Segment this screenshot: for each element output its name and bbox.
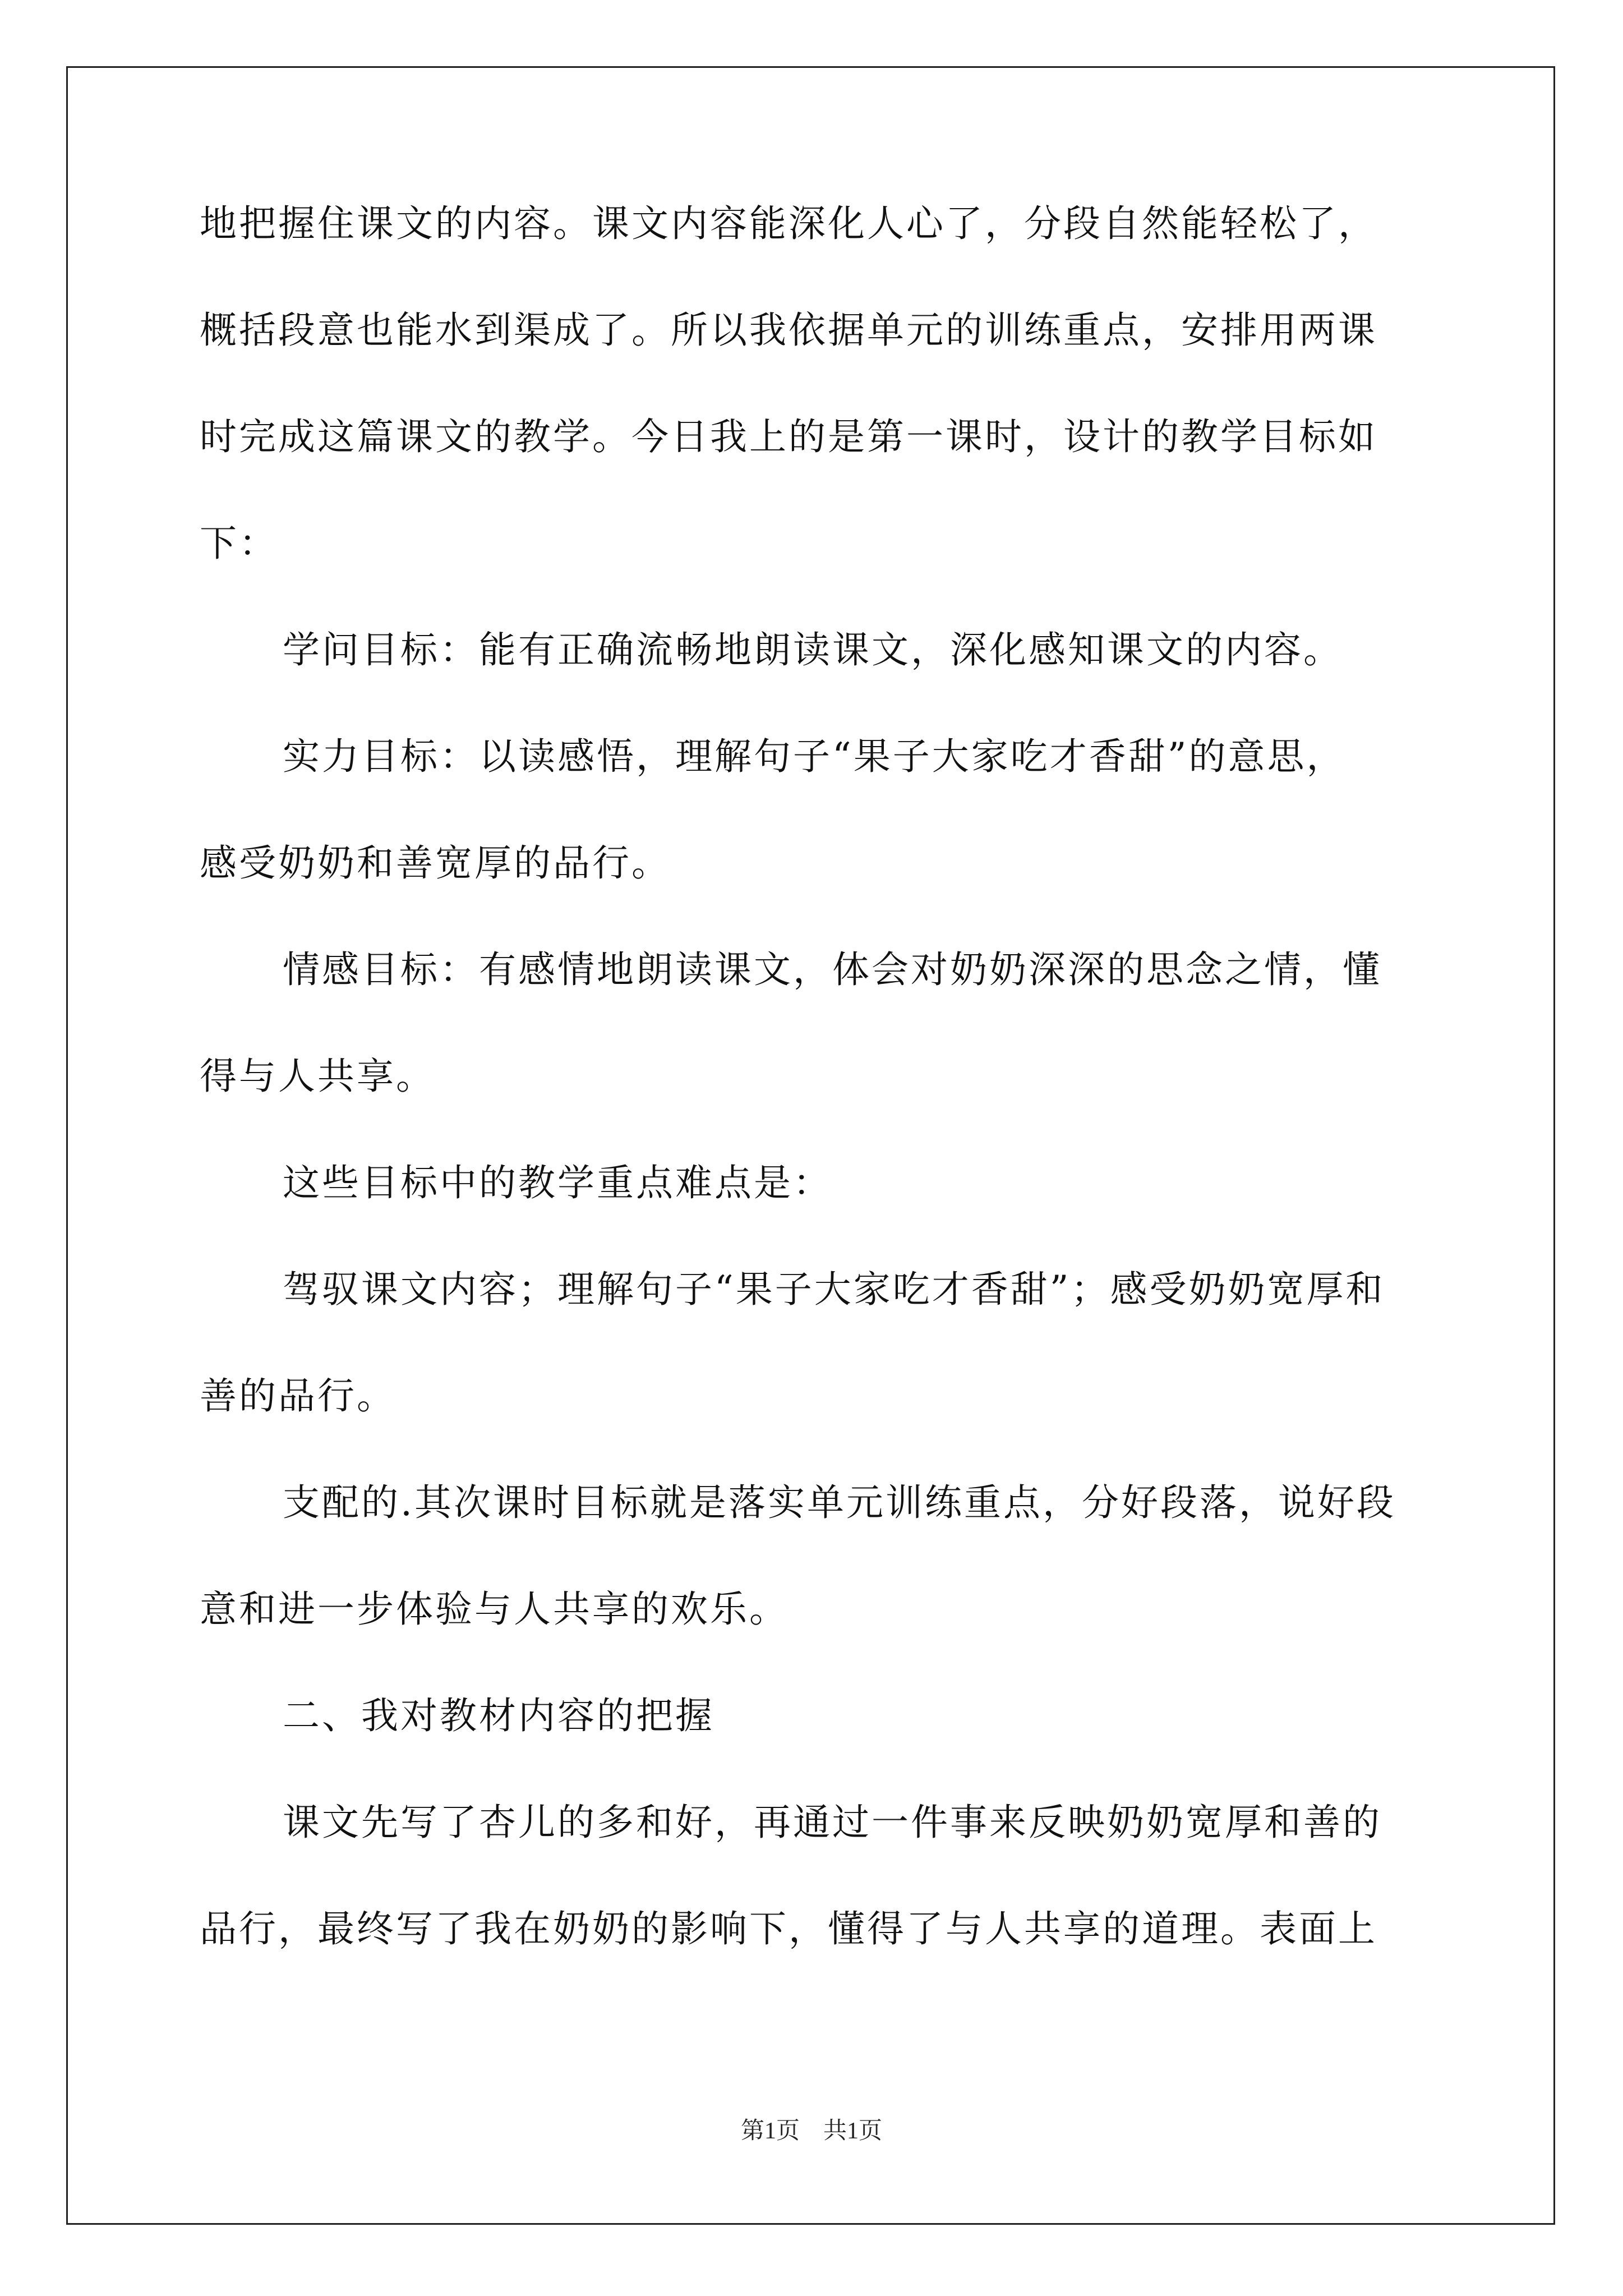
text-line: 概括段意也能水到渠成了。所以我依据单元的训练重点，安排用两课 [200, 309, 1377, 352]
text-line: 情感目标：有感情地朗读课文，体会对奶奶深深的思念之情，懂 [283, 948, 1382, 991]
text-line: 善的品行。 [200, 1374, 396, 1418]
text-line: 感受奶奶和善宽厚的品行。 [200, 841, 671, 885]
document-body [200, 202, 1424, 2017]
section-heading: 二、我对教材内容的把握 [283, 1694, 714, 1737]
text-line: 课文先写了杏儿的多和好，再通过一件事来反映奶奶宽厚和善的 [283, 1801, 1382, 1844]
text-line: 得与人共享。 [200, 1055, 435, 1098]
text-line: 驾驭课文内容；理解句子“果子大家吃才香甜”；感受奶奶宽厚和 [283, 1268, 1385, 1311]
text-line: 时完成这篇课文的教学。今日我上的是第一课时，设计的教学目标如 [200, 415, 1377, 458]
text-line: 实力目标：以读感悟，理解句子“果子大家吃才香甜”的意思， [283, 735, 1346, 778]
text-line: 支配的.其次课时目标就是落实单元训练重点，分好段落，说好段 [283, 1481, 1396, 1524]
text-line: 意和进一步体验与人共享的欢乐。 [200, 1588, 789, 1631]
text-line: 品行，最终写了我在奶奶的影响下，懂得了与人共享的道理。表面上 [200, 1907, 1377, 1950]
page-number-footer: 第1页 共1页 [740, 2118, 882, 2144]
text-line: 下： [200, 522, 278, 565]
text-line: 学问目标：能有正确流畅地朗读课文，深化感知课文的内容。 [283, 628, 1343, 671]
text-line: 地把握住课文的内容。课文内容能深化人心了，分段自然能轻松了， [200, 202, 1377, 245]
text-line: 这些目标中的教学重点难点是： [283, 1161, 832, 1204]
